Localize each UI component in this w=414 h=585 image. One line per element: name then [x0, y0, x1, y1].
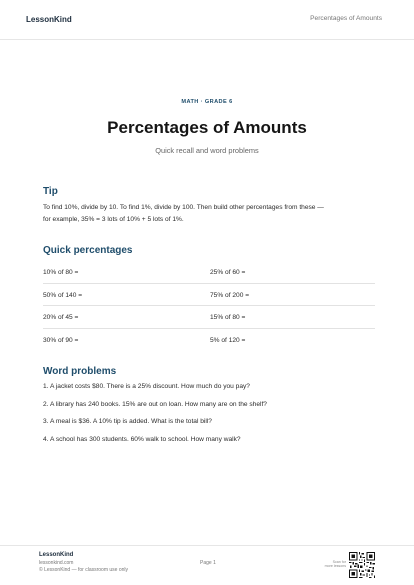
page-header	[0, 0, 414, 40]
qr-caption-line-1: Scan for	[332, 560, 346, 564]
table-row	[43, 306, 375, 329]
footer-brand: LessonKind	[39, 552, 74, 558]
list-item: 4. A school has 300 students. 60% walk to school. How many walk?	[43, 435, 241, 443]
brand-logo-text: LessonKind	[26, 15, 72, 24]
footer-url: lessonkind.com	[39, 560, 74, 566]
tip-heading: Tip	[43, 186, 58, 197]
question-cell: 5% of 120 =	[210, 336, 246, 344]
footer-copyright: © LessonKind — for classroom use only	[39, 567, 129, 573]
question-cell: 25% of 60 =	[210, 269, 246, 276]
qr-code-icon	[349, 552, 375, 578]
qr-caption	[318, 560, 346, 569]
question-cell: 75% of 200 =	[210, 291, 250, 299]
word-problems-heading: Word problems	[43, 366, 117, 377]
table-row	[43, 329, 375, 352]
question-cell: 50% of 140 =	[43, 291, 83, 299]
question-cell: 20% of 45 =	[43, 314, 79, 321]
tip-line-2: for example, 35% = 3 lots of 10% + 5 lots of 1%.	[43, 216, 184, 223]
table-row	[43, 284, 375, 307]
list-item: 1. A jacket costs $80. There is a 25% discount. How much do you pay?	[43, 383, 250, 390]
header-doc-title: Percentages of Amounts	[310, 15, 382, 22]
question-cell: 15% of 80 =	[210, 314, 246, 321]
tip-text	[43, 202, 379, 226]
list-item: 2. A library has 240 books. 15% are out on loan. How many are on the shelf?	[43, 400, 267, 408]
word-problems-list	[43, 383, 379, 453]
table-row	[43, 261, 375, 284]
quick-percentages-heading: Quick percentages	[43, 245, 133, 256]
quick-percentages-table	[43, 261, 375, 351]
qr-caption-line-2: more lessons	[324, 564, 346, 569]
page-title: Percentages of Amounts	[107, 118, 307, 137]
question-cell: 30% of 90 =	[43, 336, 79, 344]
page-footer	[0, 545, 414, 585]
subject-grade-label: MATH · GRADE 6	[181, 99, 233, 105]
tip-line-1: To find 10%, divide by 10. To find 1%, divide by 100. Then build other percentages from these —	[43, 204, 324, 211]
page-subtitle: Quick recall and word problems	[155, 146, 259, 155]
page-number: Page 1	[200, 560, 216, 566]
list-item: 3. A meal is $36. A 10% tip is added. What is the total bill?	[43, 418, 212, 425]
question-cell: 10% of 80 =	[43, 269, 79, 276]
